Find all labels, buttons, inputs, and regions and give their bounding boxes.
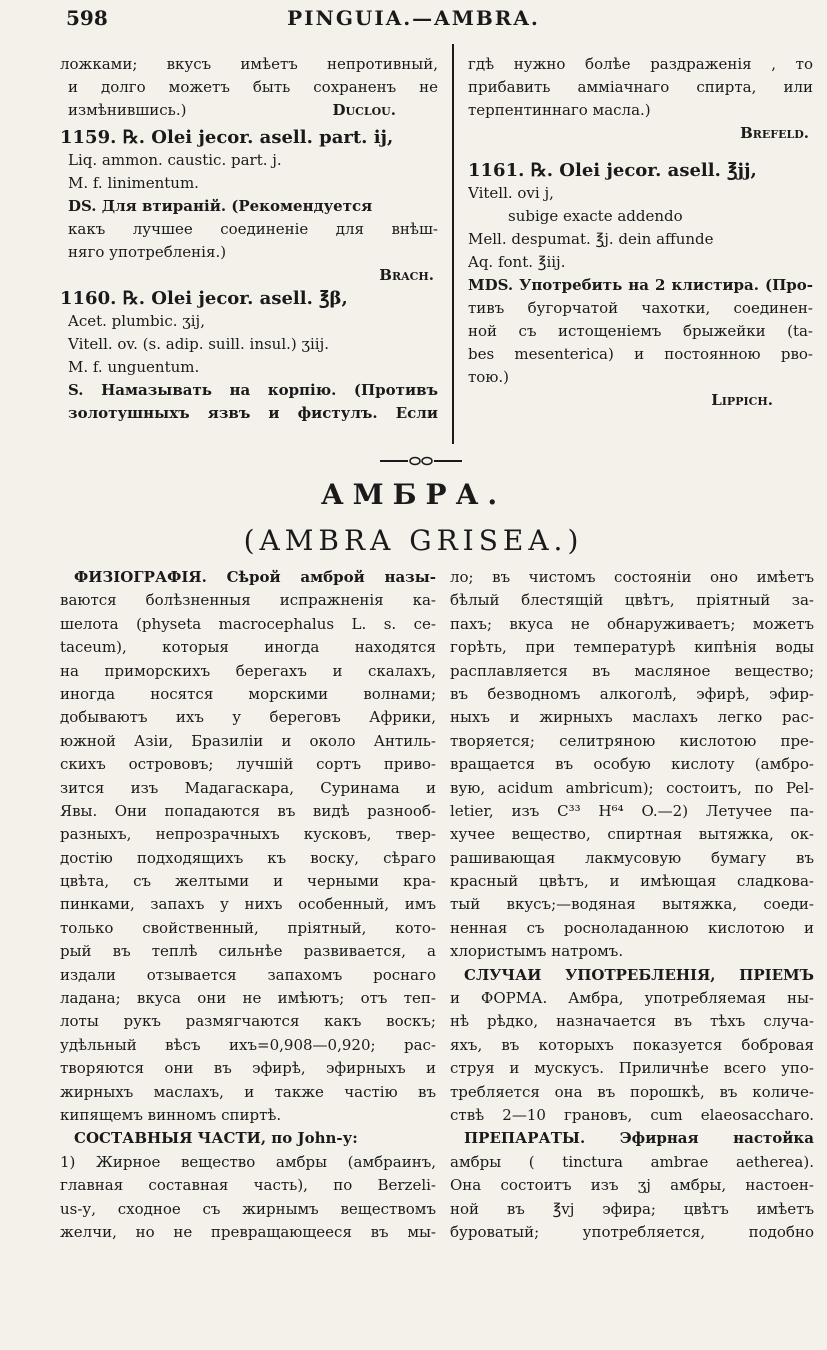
text-line: СОСТАВНЫЯ ЧАСТИ, по John-у:: [74, 1129, 358, 1148]
text-line-content: измѣнившись.): [68, 101, 187, 119]
text-line: разныхъ, непрозрачныхъ кусковъ, твер-: [60, 825, 436, 844]
text-line: и долго можетъ быть сохраненъ не: [68, 78, 438, 96]
text-line: главная составная часть), по Berzeli-: [60, 1176, 436, 1195]
text-line: золотушныхъ язвъ и фистулъ. Если: [68, 404, 438, 422]
recipe-1160: [60, 287, 438, 310]
signature-duclou: Duclou.: [332, 101, 396, 119]
text-line: M. f. unguentum.: [68, 358, 200, 376]
text-line: тивъ бугорчатой чахотки, соединен-: [468, 299, 813, 317]
text-line: тый вкусъ;—водяная вытяжка, соеди-: [450, 895, 814, 914]
text-line: Vitell. ov. (s. adip. suill. insul.) ʒiij.: [68, 335, 329, 353]
text-line: us-у, сходное съ жирнымъ веществомъ: [60, 1199, 436, 1218]
text-line: хучее вещество, спиртная вытяжка, ок-: [450, 825, 814, 844]
text-line: терпентиннаго масла.): [468, 101, 651, 119]
page-header: [0, 6, 827, 40]
section-subtitle: (AMBRA GRISEA.): [243, 524, 584, 557]
text-line: иногда носятся морскими волнами;: [60, 684, 436, 703]
text-line: Она состоитъ изъ ʒj амбры, настоен-: [450, 1176, 814, 1195]
text-line: красный цвѣтъ, и имѣющая сладкова-: [450, 872, 814, 891]
top-left-column: [60, 53, 438, 425]
text-line: няго употребленiя.): [68, 243, 227, 261]
text-line: [60, 99, 438, 122]
text-line: желчи, но не превращающееся въ мы-: [60, 1222, 436, 1241]
text-line: Mell. despumat. ℥j. dein affunde: [468, 230, 714, 248]
text-line: горѣть, при температурѣ кипѣнiя воды: [450, 638, 814, 657]
text-line: цвѣта, съ желтыми и черными кра-: [60, 872, 436, 891]
running-title: PINGUIA.—AMBRA.: [287, 6, 540, 30]
text-line: на приморскихъ берегахъ и скалахъ,: [60, 661, 436, 680]
text-line: ненная съ росноладанною кислотою и: [450, 918, 814, 937]
text-line: Acet. plumbic. ʒij,: [68, 312, 205, 330]
decorative-rule-icon: [380, 456, 462, 466]
text-line: кипящемъ винномъ спиртѣ.: [60, 1105, 282, 1124]
recipe-1161: [468, 159, 813, 182]
signature-brefeld: Brefeld.: [740, 124, 809, 142]
top-right-column: [468, 53, 813, 412]
text-line: ствѣ 2—10 грановъ, cum elaeosaccharo.: [450, 1105, 814, 1124]
page-number: 598: [66, 6, 108, 30]
text-line: ваются болѣзненныя испражненiя ка-: [60, 591, 436, 610]
text-line: шелота (physeta macrocephalus L. s. ce-: [60, 614, 436, 633]
text-line: S. Намазывать на корпiю. (Противъ: [68, 381, 438, 399]
text-line: достiю подходящихъ къ воску, сѣраго: [60, 848, 436, 867]
text-line: прибавить амміачнаго спирта, или: [468, 78, 813, 96]
text-line: лоты рукъ размягчаются какъ воскъ;: [60, 1012, 436, 1031]
text-line: бѣлый блестящiй цвѣтъ, прiятный за-: [450, 591, 814, 610]
signature-brach: Brach.: [379, 266, 434, 284]
section-title: АМБРА.: [320, 478, 507, 511]
text-line: амбры ( tinctura ambrae aetherea).: [450, 1152, 814, 1171]
text-line: какъ лучшее соединенiе для внѣш-: [68, 220, 438, 238]
text-line: требляется она въ порошкѣ, въ количе-: [450, 1082, 814, 1101]
text-line: ло; въ чистомъ состоянiи оно имѣетъ: [450, 568, 814, 586]
recipe-1159: [60, 126, 438, 149]
text-line: жирныхъ маслахъ, и также частiю въ: [60, 1082, 436, 1101]
signature-lippich: Lippich.: [711, 391, 773, 409]
text-line: только свойственный, прiятный, кото-: [60, 918, 436, 937]
text-line: Vitell. ovi j,: [468, 184, 554, 202]
text-line: нѣ рѣдко, назначается въ тѣхъ случа-: [450, 1012, 814, 1031]
text-line: южной Азiи, Бразилiи и около Антиль-: [60, 731, 436, 750]
text-line: ФИЗIОГРАФIЯ. Сѣрой амброй назы-: [74, 568, 436, 586]
text-line: творяются они въ эфирѣ, эфирныхъ и: [60, 1059, 436, 1078]
bottom-left-column: [60, 566, 436, 1244]
spacer: [468, 145, 813, 159]
text-line: MDS. Употребить на 2 клистира. (Про-: [468, 276, 813, 294]
text-line: ной въ ℥vj эфира; цвѣтъ имѣетъ: [450, 1199, 814, 1218]
text-line: струя и мускусъ. Приличнѣе всего упо-: [450, 1059, 814, 1078]
text-line: Aq. font. ℥iij.: [468, 253, 566, 271]
bottom-right-column: [450, 566, 814, 1244]
text-line: добываютъ ихъ у береговъ Африки,: [60, 708, 436, 727]
text-line: творяется; селитряною кислотою пре-: [450, 731, 814, 750]
text-line: вую, acidum ambricum); состоитъ, по Pel-: [450, 778, 814, 797]
text-line: letier, изъ C³³ H⁶⁴ O.—2) Летучее па-: [450, 801, 814, 820]
text-line: буроватый; употребляется, подобно: [450, 1222, 814, 1241]
recipe-line: 1159. ℞. Olei jecor. asell. part. ij,: [60, 127, 394, 148]
text-line: хлористымъ натромъ.: [450, 942, 624, 961]
text-line: taceum), которыя иногда находятся: [60, 638, 436, 657]
text-line: DS. Для втиранiй. (Рекомендуется: [68, 197, 373, 215]
text-line: ложками; вкусъ имѣетъ непротивный,: [60, 55, 438, 73]
text-line: пинками, запахъ у нихъ особенный, имъ: [60, 895, 436, 914]
text-line: яхъ, въ которыхъ показуется бобровая: [450, 1035, 814, 1054]
text-line: M. f. linimentum.: [68, 174, 199, 192]
text-line: удѣльный вѣсъ ихъ=0,908—0,920; рас-: [60, 1035, 436, 1054]
text-line: рашивающая лакмусовую бумагу въ: [450, 848, 814, 867]
text-line: 1) Жирное вещество амбры (амбраинъ,: [60, 1152, 436, 1171]
text-line: ПРЕПАРАТЫ. Эфирная настойка: [464, 1129, 814, 1148]
text-line: Liq. ammon. caustic. part. j.: [68, 151, 282, 169]
text-line: ладана; вкуса они не имѣютъ; отъ теп-: [60, 989, 436, 1008]
text-line: вращается въ особую кислоту (амбро-: [450, 755, 814, 774]
text-line: bes mesenterica) и постоянною рво-: [468, 345, 813, 363]
text-line: и ФОРМА. Амбра, употребляемая ны-: [450, 989, 814, 1008]
text-line: скихъ острововъ; лучшiй сортъ приво-: [60, 755, 436, 774]
text-line: въ безводномъ алкоголѣ, эфирѣ, эфир-: [450, 684, 814, 703]
text-line: ной съ истощенiемъ брыжейки (ta-: [468, 322, 813, 340]
text-line: гдѣ нужно болѣе раздраженiя , то: [468, 55, 813, 73]
recipe-line: 1160. ℞. Olei jecor. asell. ℥β,: [60, 288, 348, 309]
text-line: Явы. Они попадаются въ видѣ разнооб-: [60, 801, 436, 820]
text-line: пахъ; вкуса не обнаруживаетъ; можетъ: [450, 614, 814, 633]
recipe-line: 1161. ℞. Olei jecor. asell. ℥jj,: [468, 160, 757, 181]
text-line: издали отзывается запахомъ роснаго: [60, 965, 436, 984]
text-line: рый въ теплѣ сильнѣе развивается, а: [60, 942, 436, 961]
text-line: subige exacte addendo: [508, 207, 683, 225]
text-line: СЛУЧАИ УПОТРЕБЛЕНIЯ, ПРIЕМЪ: [464, 965, 814, 984]
text-line: ныхъ и жирныхъ маслахъ легко рас-: [450, 708, 814, 727]
text-line: зится изъ Мадагаскара, Суринама и: [60, 778, 436, 797]
text-line: тою.): [468, 368, 510, 386]
column-divider: [452, 44, 454, 444]
text-line: расплавляется въ масляное вещество;: [450, 661, 814, 680]
